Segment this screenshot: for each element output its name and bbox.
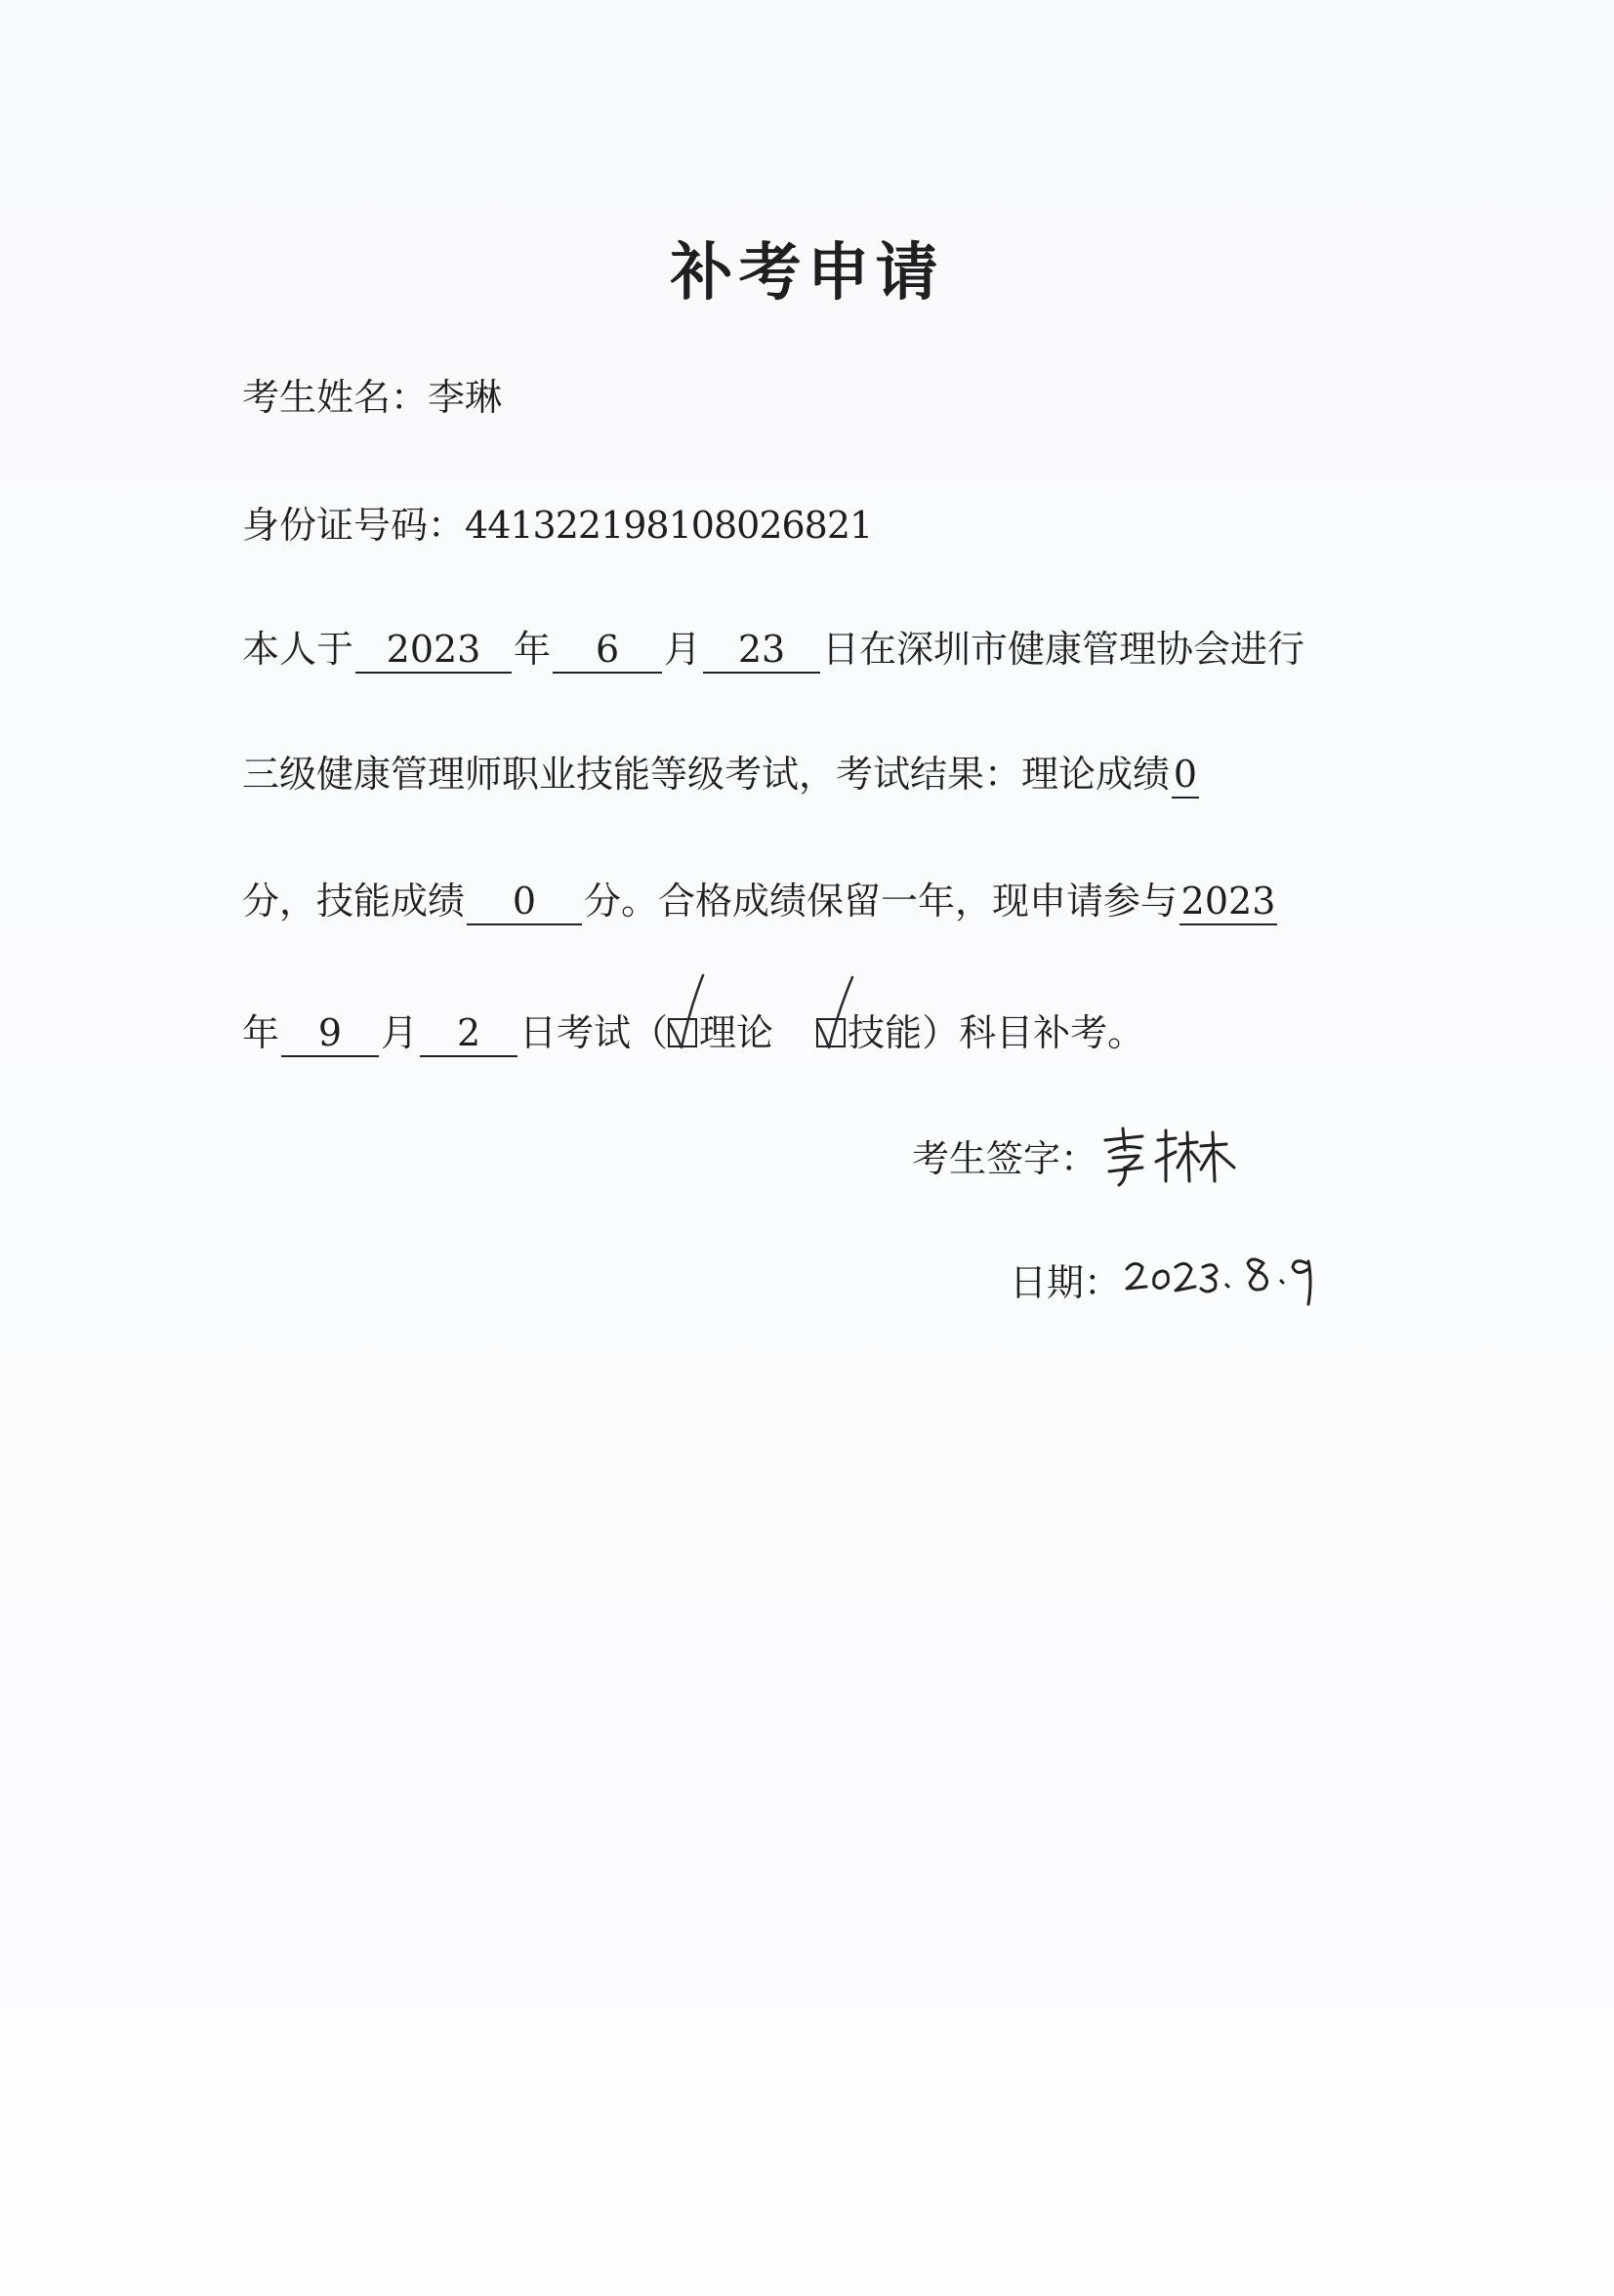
retake-day-field: 2 [420, 1010, 517, 1057]
year-unit: 年 [514, 628, 552, 671]
retain-text: 分。合格成绩保留一年，现申请参与 [584, 880, 1179, 922]
handwritten-date [1121, 1242, 1326, 1310]
name-line [242, 373, 502, 422]
document-title: 补考申请 [670, 237, 944, 309]
result-text: 三级健康管理师职业技能等级考试，考试结果：理论成绩 [242, 753, 1171, 796]
retake-day-text: 日考试（ [519, 1011, 669, 1054]
date-label: 日期： [1010, 1261, 1122, 1304]
result-line [242, 750, 1201, 799]
exam-year-field: 2023 [355, 627, 512, 674]
name-label: 考生姓名： [242, 376, 429, 419]
exam-date-line [242, 625, 1304, 674]
exam-venue-text: 日在深圳市健康管理协会进行 [822, 628, 1305, 671]
id-label: 身份证号码： [242, 504, 466, 547]
skill-checkbox[interactable] [816, 1018, 846, 1047]
signature-label: 考生签字： [912, 1137, 1098, 1180]
exam-day-field: 23 [703, 627, 820, 674]
theory-check-mark-icon [666, 973, 705, 1049]
retake-line [242, 1008, 1144, 1057]
theory-option-label: 理论 [699, 1011, 774, 1054]
retake-year-field: 2023 [1179, 879, 1277, 925]
exam-month-field: 6 [553, 627, 662, 674]
id-line [242, 501, 872, 550]
skill-option-label: 技能）科目补考。 [848, 1011, 1145, 1054]
exam-intro-text: 本人于 [242, 628, 354, 671]
skill-score-field: 0 [467, 879, 582, 925]
retake-year-unit: 年 [242, 1011, 280, 1054]
name-value: 李琳 [428, 376, 503, 419]
month-unit: 月 [664, 628, 702, 671]
skill-text: 分，技能成绩 [242, 880, 466, 922]
skill-check-mark-icon [814, 973, 853, 1049]
skill-line [242, 877, 1279, 925]
theory-checkbox[interactable] [668, 1018, 697, 1047]
handwritten-signature [1096, 1123, 1242, 1191]
retake-month-field: 9 [281, 1010, 379, 1057]
id-value: 441322198108026821 [465, 504, 873, 547]
retake-month-unit: 月 [381, 1011, 419, 1054]
theory-score-field: 0 [1172, 752, 1199, 799]
